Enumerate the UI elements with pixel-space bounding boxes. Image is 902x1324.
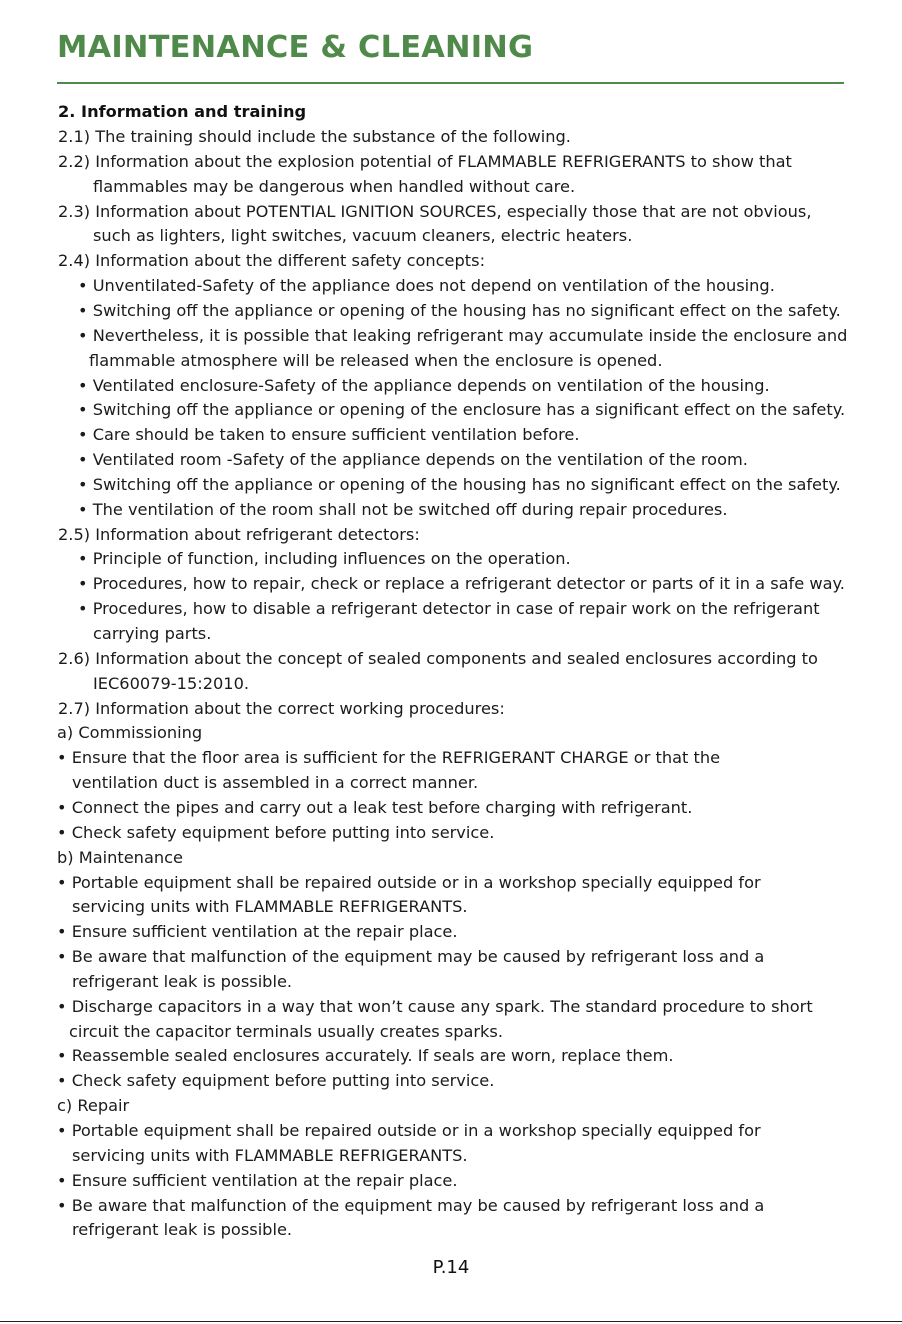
text-line: • Nevertheless, it is possible that leaking refrigerant may accumulate inside the enclosure and — [78, 325, 848, 345]
page-number: P.14 — [432, 1257, 470, 1278]
text-line: • Ensure sufficient ventilation at the repair place. — [57, 922, 458, 942]
text-line: • Check safety equipment before putting into service. — [57, 822, 495, 842]
text-line: • Principle of function, including influences on the operation. — [78, 549, 571, 569]
text-line: • Discharge capacitors in a way that won’t cause any spark. The standard procedure to short — [57, 996, 813, 1016]
text-line: 2.7) Information about the correct working procedures: — [58, 698, 505, 718]
text-line: 2.1) The training should include the substance of the following. — [58, 127, 571, 146]
text-line: • Switching off the appliance or opening of the enclosure has a significant effect on the safety. — [78, 400, 846, 420]
text-line: 2.2) Information about the explosion potential of FLAMMABLE REFRIGERANTS to show that — [58, 151, 792, 171]
text-line: • Portable equipment shall be repaired outside or in a workshop specially equipped for — [57, 1121, 761, 1140]
title-divider — [57, 82, 844, 84]
text-line: 2.3) Information about POTENTIAL IGNITION SOURCES, especially those that are not obvious, — [58, 201, 812, 221]
text-line: flammable atmosphere will be released when the enclosure is opened. — [89, 350, 663, 370]
text-line: • Switching off the appliance or opening of the housing has no significant effect on the safety. — [78, 474, 841, 494]
bottom-divider — [0, 1321, 902, 1322]
text-line: servicing units with FLAMMABLE REFRIGERANTS. — [72, 897, 468, 917]
text-line: such as lighters, light switches, vacuum cleaners, electric heaters. — [93, 226, 633, 246]
section-heading: 2. Information and training — [58, 102, 307, 121]
text-line: • The ventilation of the room shall not be switched off during repair procedures. — [78, 499, 728, 519]
text-line: • Ventilated enclosure-Safety of the appliance depends on ventilation of the housing. — [78, 375, 770, 395]
text-line: circuit the capacitor terminals usually creates sparks. — [69, 1021, 504, 1041]
text-line: • Reassemble sealed enclosures accurately. If seals are worn, replace them. — [57, 1046, 674, 1066]
text-line: b) Maintenance — [57, 847, 183, 867]
text-line: • Ensure sufficient ventilation at the repair place. — [57, 1170, 458, 1190]
text-line: refrigerant leak is possible. — [72, 1220, 293, 1240]
text-line: 2.6) Information about the concept of sealed components and sealed enclosures according to — [58, 648, 818, 668]
page-title: MAINTENANCE & CLEANING — [57, 30, 534, 65]
text-line: • Portable equipment shall be repaired outside or in a workshop specially equipped for — [57, 872, 761, 892]
text-line: 2.5) Information about refrigerant detectors: — [58, 524, 420, 544]
text-line: 2.4) Information about the different safety concepts: — [58, 251, 486, 271]
text-line: servicing units with FLAMMABLE REFRIGERANTS. — [72, 1145, 468, 1165]
text-line: ventilation duct is assembled in a correct manner. — [72, 773, 479, 793]
text-line: • Unventilated-Safety of the appliance does not depend on ventilation of the housing. — [78, 276, 775, 296]
text-line: • Care should be taken to ensure sufficient ventilation before. — [78, 425, 580, 445]
text-line: refrigerant leak is possible. — [72, 971, 293, 991]
text-line: • Switching off the appliance or opening of the housing has no significant effect on the safety. — [78, 300, 841, 320]
text-line: IEC60079-15:2010. — [93, 673, 250, 693]
text-line: • Be aware that malfunction of the equipment may be caused by refrigerant loss and a — [57, 1195, 765, 1215]
text-line: a) Commissioning — [57, 723, 203, 743]
text-line: c) Repair — [57, 1096, 130, 1116]
text-line: • Procedures, how to disable a refrigerant detector in case of repair work on the refrigerant — [78, 599, 820, 619]
text-line: • Ensure that the floor area is sufficient for the REFRIGERANT CHARGE or that the — [57, 748, 721, 768]
text-line: flammables may be dangerous when handled without care. — [93, 176, 576, 196]
text-line: • Ventilated room -Safety of the appliance depends on the ventilation of the room. — [78, 450, 748, 470]
text-line: • Check safety equipment before putting into service. — [57, 1071, 495, 1091]
text-line: • Connect the pipes and carry out a leak test before charging with refrigerant. — [57, 797, 693, 817]
text-line: carrying parts. — [93, 624, 212, 643]
text-line: • Procedures, how to repair, check or replace a refrigerant detector or parts of it in a safe way. — [78, 574, 845, 594]
text-line: • Be aware that malfunction of the equipment may be caused by refrigerant loss and a — [57, 947, 765, 967]
